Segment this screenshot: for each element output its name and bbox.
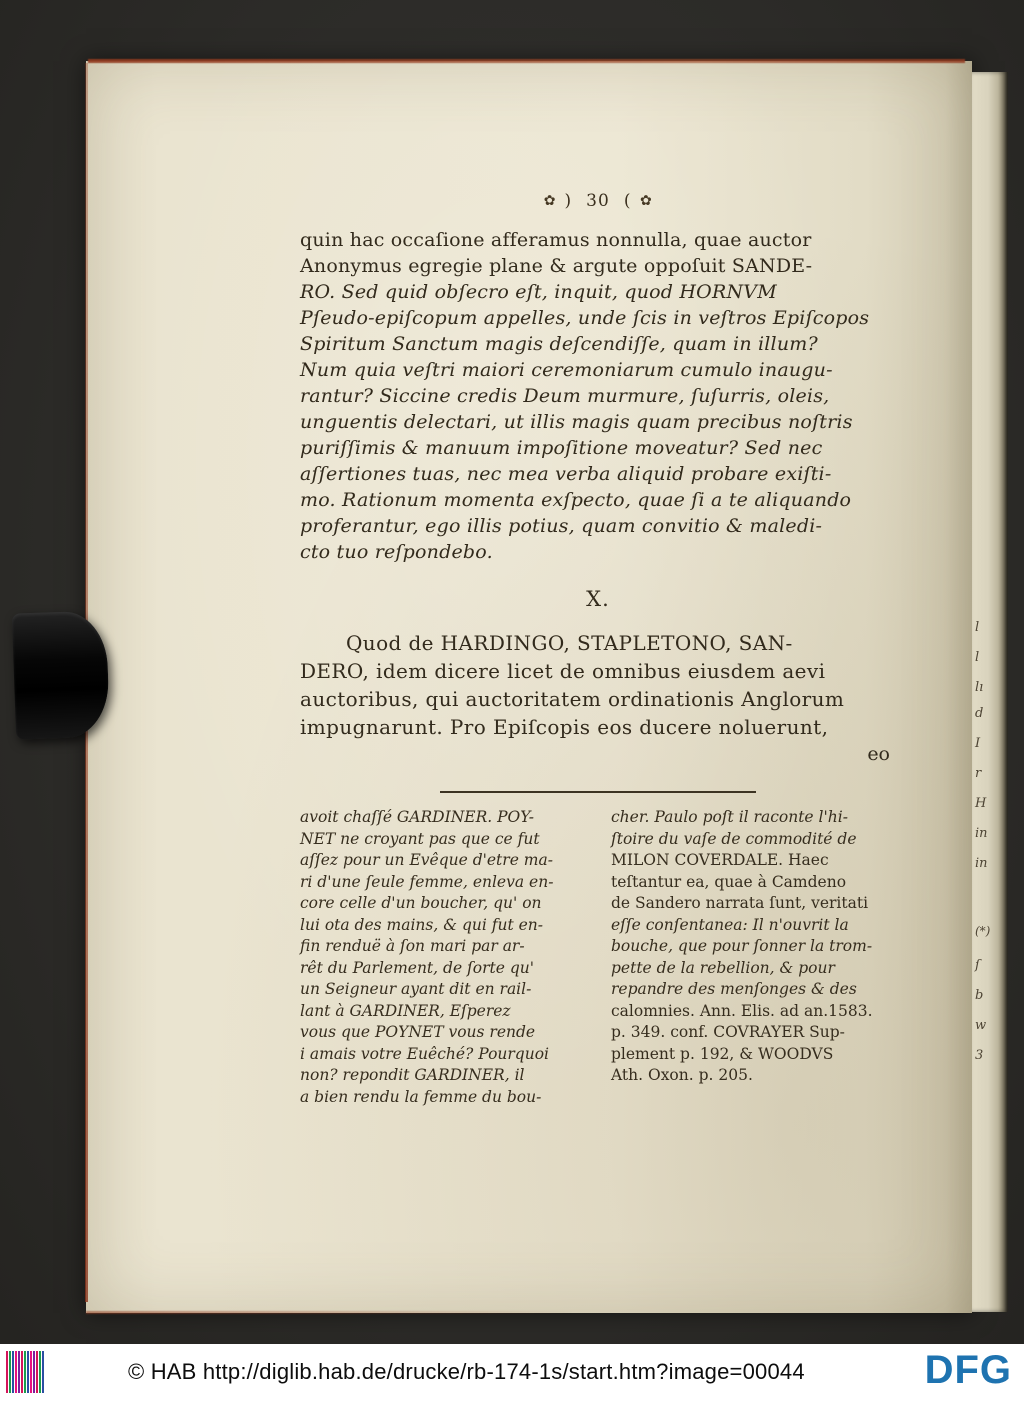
footnote-line: non? repondit GARDINER, il: [300, 1066, 525, 1084]
footnote-column-left: [300, 807, 585, 1108]
book-page: [86, 61, 972, 1313]
page-number: 30: [586, 191, 610, 211]
text-line: rantur? Siccine credis Deum murmure, ſuſurris, oleis,: [300, 385, 830, 407]
footnote-line: pette de la rebellion, & pour: [611, 958, 835, 977]
text-fragment: in: [975, 856, 988, 871]
footnote-line: eſſe conſentanea: Il n'ouvrit la: [611, 915, 849, 934]
footnote-line: MILON COVERDALE. Haec: [611, 851, 829, 869]
text-fragment: (*): [975, 924, 991, 938]
footnote-line: i amais votre Euêché? Pourquoi: [300, 1044, 549, 1063]
fleuron-icon: ✿: [639, 193, 653, 209]
footnote-line: a bien rendu la femme du bou-: [300, 1087, 542, 1106]
page-edge-tint-top: [88, 59, 965, 63]
footnote-line: vous que POYNET vous rende: [300, 1023, 536, 1041]
footnote-line: fin renduë à ſon mari par ar-: [300, 937, 525, 955]
text-line: impugnarunt. Pro Epiſcopis eos ducere noluerunt,: [300, 715, 829, 739]
dfg-logo: DFG: [924, 1348, 1012, 1392]
text-fragment: w: [975, 1018, 987, 1033]
text-line: quin hac occaſione afferamus nonnulla, quae auctor: [300, 229, 812, 251]
footnote-line: core celle d'un boucher, qu' on: [300, 894, 542, 912]
page-edge-tint-bottom: [86, 1311, 573, 1314]
footnote-line: lui ota des mains, & qui fut en-: [300, 915, 543, 934]
footnote-line: avoit chaſſé GARDINER. POY-: [300, 808, 535, 826]
footnote-line: Ath. Oxon. p. 205.: [611, 1066, 753, 1084]
footnote-line: un Seigneur ayant dit en rail-: [300, 980, 532, 998]
footnote-line: p. 349. conf. COVRAYER Sup-: [611, 1023, 845, 1041]
text-fragment: b: [975, 988, 984, 1003]
section-paragraph: [300, 629, 896, 741]
text-line: RO. Sed quid obſecro eſt, inquit, quod HORNVM: [300, 281, 777, 303]
text-fragment: 3: [975, 1048, 984, 1063]
text-line: Spiritum Sanctum magis deſcendiſſe, quam in illum?: [300, 333, 818, 355]
text-line: Pſeudo-epiſcopum appelles, unde ſcis in veſtros Epiſcopos: [300, 307, 870, 329]
text-line: puriſſimis & manuum impoſitione moveatur? Sed nec: [300, 437, 823, 459]
text-fragment: lı: [975, 680, 984, 695]
text-line: DERO, idem dicere licet de omnibus eiusdem aevi: [300, 659, 826, 683]
footnote-line: bouche, que pour ſonner la trom-: [611, 937, 873, 955]
page-text-area: [300, 191, 896, 1108]
footnote-rule: [440, 791, 756, 793]
text-line: unguentis delectari, ut illis magis quam precibus noſtris: [300, 411, 853, 433]
text-line: Num quia veſtri maiori ceremoniarum cumulo inaugu-: [300, 359, 833, 381]
footnote-line: aſſez pour un Evêque d'etre ma-: [300, 851, 553, 869]
text-fragment: in: [975, 826, 988, 841]
text-fragment: d: [975, 706, 984, 721]
text-line: proferantur, ego illis potius, quam convitio & maledi-: [300, 515, 823, 537]
header-bracket-right: (: [623, 191, 632, 211]
footnote-line: ri d'une ſeule femme, enleva en-: [300, 872, 554, 891]
text-fragment: I: [975, 736, 981, 751]
text-line: Anonymus egregie plane & argute oppoſuit SANDE-: [300, 255, 813, 277]
text-fragment: l: [975, 650, 980, 665]
footnote-line: repandre des menſonges & des: [611, 980, 857, 998]
footer-bar: [0, 1344, 1024, 1401]
footnote-line: teſtantur ea, quae à Camdeno: [611, 872, 847, 891]
text-fragment: r: [975, 766, 982, 781]
text-fragment: l: [975, 620, 980, 635]
copyright-text: © HAB http://diglib.hab.de/drucke/rb-174-1s/start.htm?image=00044: [128, 1359, 805, 1384]
footnote-line: plement p. 192, & WOODVS: [611, 1044, 834, 1063]
footnote-line: NET ne croyant pas que ce fut: [300, 829, 540, 848]
page-header: [300, 191, 896, 211]
footnote-line: lant à GARDINER, Eſperez: [300, 1001, 511, 1020]
footnote-line: ſtoire du vaſe de commodité de: [611, 829, 857, 848]
next-page-edge: [972, 72, 1008, 1312]
footnote-line: de Sandero narrata ſunt, veritati: [611, 894, 869, 912]
fleuron-icon: ✿: [543, 193, 557, 209]
main-text-paragraph: [300, 227, 896, 565]
text-fragment: ſ: [975, 958, 980, 973]
header-bracket-left: ): [564, 191, 573, 211]
footnote-line: cher. Paulo poſt il raconte l'hi-: [611, 808, 848, 826]
text-fragment: H: [975, 796, 987, 811]
text-line: mo. Rationum momenta exſpecto, quae ſi a te aliquando: [300, 489, 852, 511]
color-calibration-barcode-icon: [6, 1351, 44, 1393]
text-line: aſſertiones tuas, nec mea verba aliquid probare exiſti-: [300, 463, 832, 485]
page-holder-clip: [12, 610, 110, 739]
footnote-column-right: [611, 807, 896, 1108]
catchword: eo: [867, 743, 890, 765]
text-line: Quod de HARDINGO, STAPLETONO, SAN-: [346, 631, 793, 655]
footnote-line: calomnies. Ann. Elis. ad an.1583.: [611, 1001, 873, 1020]
text-line: cto tuo reſpondebo.: [300, 541, 493, 563]
footnotes: [300, 807, 896, 1108]
text-line: auctoribus, qui auctoritatem ordinationis Anglorum: [300, 687, 845, 711]
section-heading: X.: [586, 587, 610, 611]
footnote-line: rêt du Parlement, de ſorte qu': [300, 958, 535, 977]
